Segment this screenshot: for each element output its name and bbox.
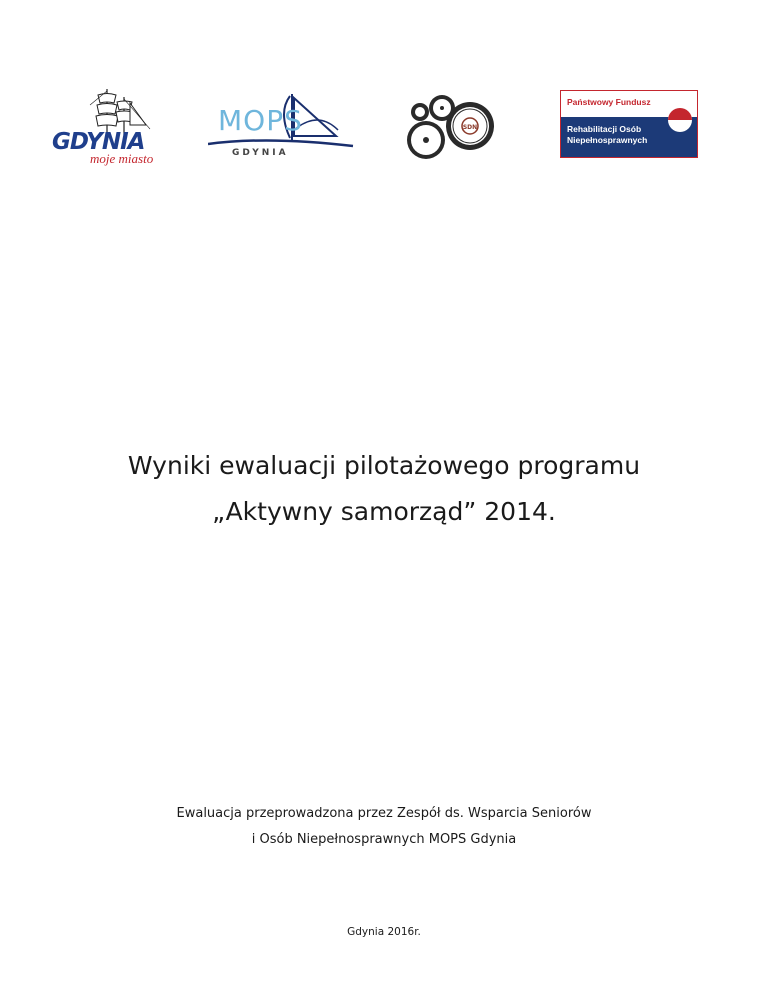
pfron-line1: Państwowy Fundusz (567, 97, 651, 107)
place-date: Gdynia 2016r. (347, 926, 421, 938)
gear-badge-text: SDN (462, 124, 478, 131)
gears-icon (402, 92, 500, 164)
mops-wordmark: MOPS (218, 104, 303, 137)
pfron-line2: Rehabilitacji Osób Niepełnosprawnych (567, 124, 648, 145)
gdynia-tagline: moje miasto (90, 151, 154, 166)
gdynia-wordmark: GDYNIA (52, 129, 145, 155)
mops-logo (208, 90, 358, 162)
document-title-line1: Wyniki ewaluacji pilotażowego programu (127, 451, 641, 480)
gears-logo (402, 92, 500, 164)
gdynia-logo (50, 85, 162, 165)
document-title-line2: „Aktywny samorząd” 2014. (212, 497, 556, 526)
pfron-logo (560, 90, 698, 158)
subtitle-line1: Ewaluacja przeprowadzona przez Zespół ds. Wsparcia Seniorów (176, 806, 592, 821)
subtitle-line2: i Osób Niepełnosprawnych MOPS Gdynia (251, 832, 517, 847)
pfron-circle-icon (667, 107, 693, 133)
mops-city: GDYNIA (232, 148, 289, 158)
